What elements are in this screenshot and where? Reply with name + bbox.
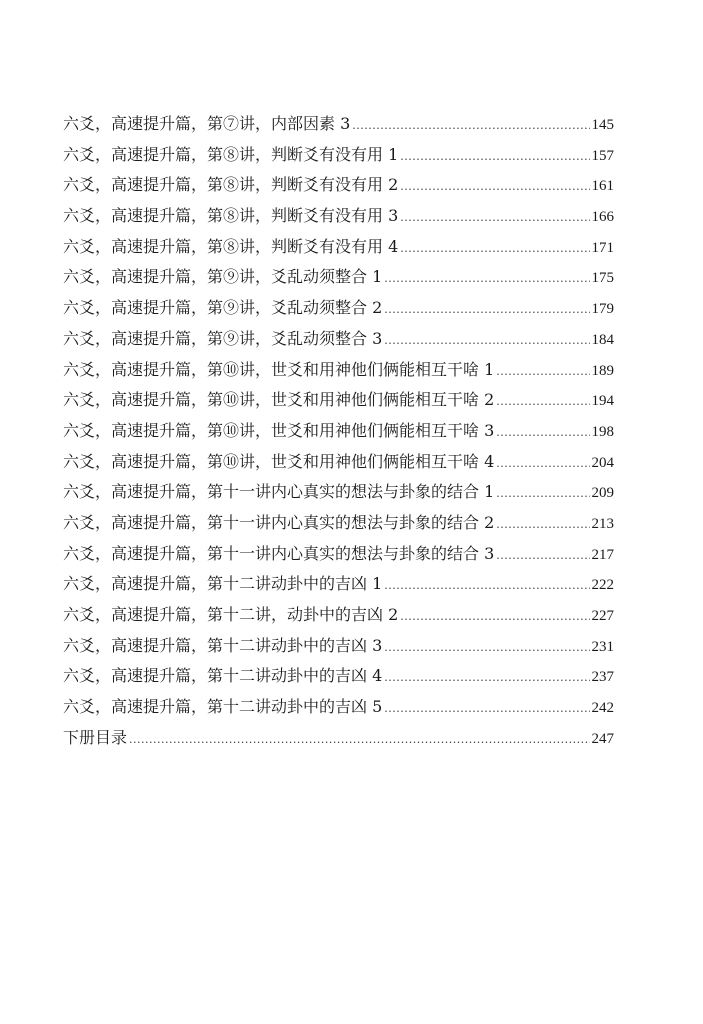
toc-entry[interactable] <box>63 385 614 416</box>
toc-entry-title: 六爻，高速提升篇，第⑨讲，爻乱动须整合 3 <box>63 328 383 348</box>
toc-entry[interactable] <box>63 416 614 447</box>
toc-leader-dots <box>400 172 589 203</box>
toc-leader-dots <box>384 571 589 602</box>
toc-leader-dots <box>384 694 589 725</box>
toc-entry-page: 166 <box>591 209 614 226</box>
toc-leader-dots <box>496 479 589 510</box>
toc-entry-page: 217 <box>591 546 614 563</box>
toc-entry[interactable] <box>63 170 614 201</box>
toc-entry-title: 六爻，高速提升篇，第十一讲内心真实的想法与卦象的结合 3 <box>63 543 495 563</box>
toc-entry-page: 194 <box>591 393 614 410</box>
toc-entry-title: 六爻，高速提升篇，第⑨讲，爻乱动须整合 2 <box>63 298 383 318</box>
toc-entry-page: 171 <box>591 239 614 256</box>
toc-entry-title: 六爻，高速提升篇，第⑦讲，内部因素 3 <box>63 114 351 133</box>
toc-entry-page: 184 <box>591 331 614 348</box>
toc-entry-title: 六爻，高速提升篇，第十二讲动卦中的吉凶 3 <box>63 635 383 655</box>
toc-leader-dots <box>384 264 589 295</box>
toc-entry-title: 六爻，高速提升篇，第十一讲内心真实的想法与卦象的结合 2 <box>63 512 495 532</box>
toc-leader-dots <box>400 203 589 234</box>
toc-entry[interactable] <box>63 201 614 232</box>
toc-entry[interactable] <box>63 109 614 140</box>
table-of-contents <box>63 109 614 753</box>
toc-entry[interactable] <box>63 232 614 263</box>
toc-entry-page: 237 <box>591 669 614 686</box>
toc-entry[interactable] <box>63 477 614 508</box>
toc-entry-page: 145 <box>591 117 614 133</box>
toc-leader-dots <box>496 357 589 388</box>
toc-entry-title: 六爻，高速提升篇，第十二讲动卦中的吉凶 1 <box>63 574 383 594</box>
toc-entry-title: 六爻，高速提升篇，第十二讲，动卦中的吉凶 2 <box>63 605 399 624</box>
toc-entry-title: 六爻，高速提升篇，第⑩讲，世爻和用神他们俩能相互干啥 2 <box>63 390 495 410</box>
toc-entry[interactable] <box>63 569 614 600</box>
toc-entry-title: 六爻，高速提升篇，第⑧讲，判断爻有没有用 2 <box>63 175 399 195</box>
toc-entry[interactable] <box>63 692 614 723</box>
toc-entry-title: 六爻，高速提升篇，第十一讲内心真实的想法与卦象的结合 1 <box>63 482 495 502</box>
toc-entry-page: 204 <box>591 454 614 471</box>
toc-leader-dots <box>400 142 589 173</box>
toc-entry-title: 六爻，高速提升篇，第⑩讲，世爻和用神他们俩能相互干啥 3 <box>63 420 495 440</box>
toc-leader-dots <box>384 633 589 664</box>
toc-entry-page: 242 <box>591 700 614 717</box>
toc-entry[interactable] <box>63 293 614 324</box>
toc-entry[interactable] <box>63 631 614 662</box>
toc-leader-dots <box>129 725 589 756</box>
toc-leader-dots <box>496 510 589 541</box>
toc-entry[interactable] <box>63 723 614 754</box>
toc-entry-page: 179 <box>591 301 614 318</box>
toc-entry-title: 六爻，高速提升篇，第⑧讲，判断爻有没有用 4 <box>63 236 399 256</box>
toc-entry-page: 189 <box>591 362 614 379</box>
toc-entry[interactable] <box>63 262 614 293</box>
toc-entry-page: 213 <box>591 515 614 532</box>
toc-entry-page: 231 <box>591 638 614 655</box>
toc-leader-dots <box>496 387 589 418</box>
toc-entry-page: 175 <box>591 270 614 287</box>
toc-leader-dots <box>496 541 589 572</box>
toc-leader-dots <box>384 295 589 326</box>
toc-entry[interactable] <box>63 324 614 355</box>
toc-entry-page: 157 <box>591 147 614 164</box>
toc-leader-dots <box>496 449 589 480</box>
toc-entry-page: 247 <box>591 730 614 747</box>
toc-leader-dots <box>400 234 589 265</box>
toc-entry-page: 222 <box>591 577 614 594</box>
toc-entry[interactable] <box>63 355 614 386</box>
toc-entry-title: 六爻，高速提升篇，第⑩讲，世爻和用神他们俩能相互干啥 1 <box>63 359 495 379</box>
toc-entry-title: 六爻，高速提升篇，第⑧讲，判断爻有没有用 1 <box>63 144 399 164</box>
toc-entry-title: 六爻，高速提升篇，第十二讲动卦中的吉凶 5 <box>63 697 383 717</box>
toc-entry-title: 下册目录 <box>63 727 128 747</box>
toc-entry-title: 六爻，高速提升篇，第⑧讲，判断爻有没有用 3 <box>63 206 399 226</box>
toc-entry-title: 六爻，高速提升篇，第⑨讲，爻乱动须整合 1 <box>63 267 383 287</box>
toc-entry[interactable] <box>63 140 614 171</box>
toc-entry-title: 六爻，高速提升篇，第⑩讲，世爻和用神他们俩能相互干啥 4 <box>63 451 495 471</box>
toc-leader-dots <box>384 326 589 357</box>
toc-entry-page: 227 <box>591 608 614 624</box>
toc-leader-dots <box>384 663 589 694</box>
toc-entry-page: 209 <box>591 485 614 502</box>
toc-entry[interactable] <box>63 661 614 692</box>
toc-entry[interactable] <box>63 600 614 631</box>
toc-entry[interactable] <box>63 539 614 570</box>
toc-entry-page: 198 <box>591 423 614 440</box>
toc-leader-dots <box>496 418 589 449</box>
toc-entry-page: 161 <box>591 178 614 195</box>
toc-entry-title: 六爻，高速提升篇，第十二讲动卦中的吉凶 4 <box>63 666 383 686</box>
toc-leader-dots <box>400 602 589 633</box>
toc-entry[interactable] <box>63 447 614 478</box>
toc-leader-dots <box>352 111 589 142</box>
toc-entry[interactable] <box>63 508 614 539</box>
